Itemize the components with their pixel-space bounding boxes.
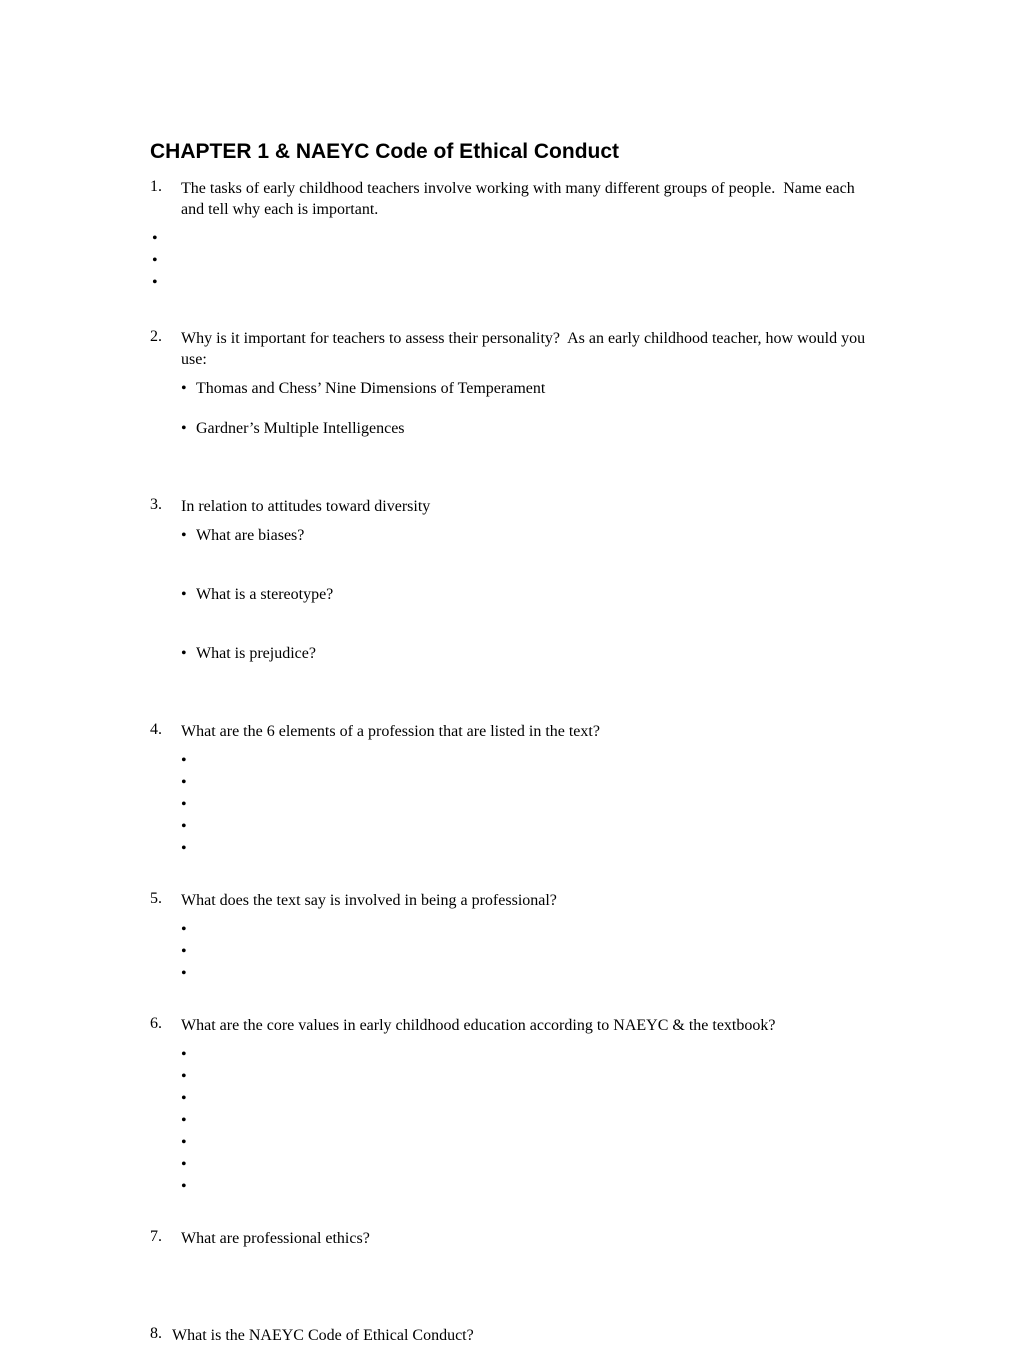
bullet-list (181, 525, 872, 665)
bullet-item (181, 919, 872, 941)
bullet-item (181, 1132, 872, 1154)
bullet-item (181, 794, 872, 816)
bullet-item (181, 643, 872, 665)
bullet-list (150, 228, 872, 294)
bullet-item (181, 941, 872, 963)
bullet-item (152, 250, 872, 272)
question-item-3 (150, 496, 872, 665)
question-item-5 (150, 890, 872, 985)
bullet-item (152, 228, 872, 250)
bullet-list (181, 1044, 872, 1198)
bullet-list (181, 750, 872, 860)
question-number: 4. (150, 721, 162, 739)
bullet-item (181, 418, 872, 440)
question-number: 7. (150, 1228, 162, 1246)
question-text: What are professional ethics? (181, 1230, 370, 1248)
bullet-list (181, 378, 872, 440)
question-body (181, 890, 872, 985)
bullet-item (181, 525, 872, 547)
question-item-2 (150, 328, 872, 440)
bullet-text: Thomas and Chess’ Nine Dimensions of Temperament (196, 380, 546, 398)
bullet-text: What is prejudice? (196, 645, 316, 663)
question-item-8 (150, 1325, 872, 1346)
bullet-item (181, 750, 872, 772)
question-body (181, 178, 872, 220)
question-body (172, 1325, 872, 1346)
bullet-item (181, 1044, 872, 1066)
bullet-item (181, 378, 872, 400)
bullet-item (181, 1154, 872, 1176)
question-number: 1. (150, 178, 162, 196)
bullet-text: Gardner’s Multiple Intelligences (196, 420, 405, 438)
question-number: 6. (150, 1015, 162, 1033)
question-number: 3. (150, 496, 162, 514)
question-text: In relation to attitudes toward diversity (181, 498, 431, 516)
bullet-item (181, 1088, 872, 1110)
question-body (181, 496, 872, 665)
question-body (181, 328, 872, 440)
bullet-item (181, 772, 872, 794)
question-text: Why is it important for teachers to assess their personality? As an early childhood teacher, how would you use: (181, 330, 870, 369)
question-item-4 (150, 721, 872, 860)
bullet-list (181, 919, 872, 985)
question-text: What are the 6 elements of a profession that are listed in the text? (181, 723, 600, 741)
question-item-7 (150, 1228, 872, 1249)
question-body (181, 721, 872, 860)
question-number: 2. (150, 328, 162, 346)
bullet-text: What are biases? (196, 527, 305, 545)
question-body (181, 1015, 872, 1198)
document-title: CHAPTER 1 & NAEYC Code of Ethical Conduct (150, 140, 620, 163)
question-item-6 (150, 1015, 872, 1198)
bullet-item (181, 963, 872, 985)
question-number: 5. (150, 890, 162, 908)
question-number: 8. (150, 1325, 162, 1343)
question-text: What does the text say is involved in being a professional? (181, 892, 557, 910)
bullet-text: What is a stereotype? (196, 586, 334, 604)
bullet-item (152, 272, 872, 294)
question-text: What is the NAEYC Code of Ethical Conduct? (172, 1327, 474, 1345)
bullet-item (181, 1176, 872, 1198)
question-item-1 (150, 178, 872, 220)
bullet-item (181, 1066, 872, 1088)
question-text: The tasks of early childhood teachers involve working with many different groups of people. Name each and tell why each is important. (181, 180, 859, 219)
bullet-item (181, 584, 872, 606)
bullet-item (181, 816, 872, 838)
bullet-item (181, 838, 872, 860)
question-body (181, 1228, 872, 1249)
question-text: What are the core values in early childhood education according to NAEYC & the textbook? (181, 1017, 776, 1035)
bullet-item (181, 1110, 872, 1132)
